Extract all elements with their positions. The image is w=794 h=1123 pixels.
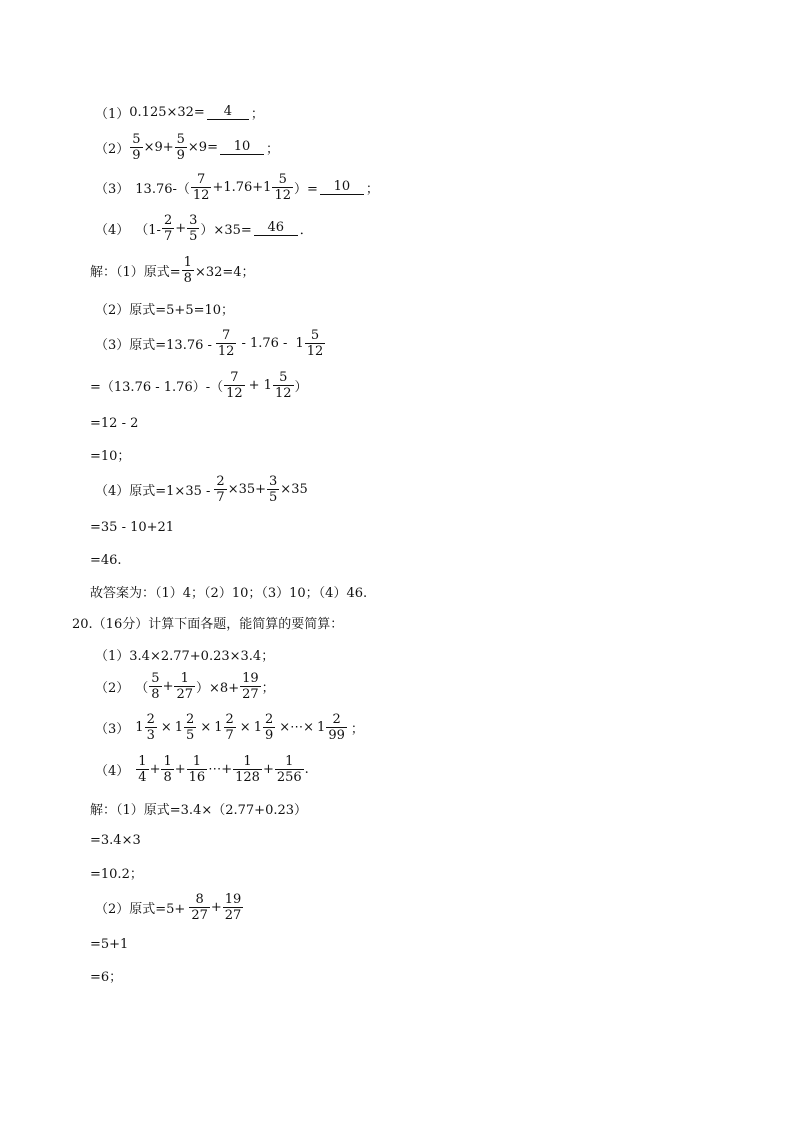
- punctuation: ；: [265, 141, 279, 157]
- solution-text: =10.2；: [90, 866, 143, 882]
- numerator: 2: [216, 473, 225, 489]
- fraction: [233, 755, 262, 784]
- item-label: （4）: [95, 222, 130, 238]
- fraction: [263, 713, 275, 742]
- denominator: 27: [242, 686, 259, 702]
- q19-item-1: [95, 95, 264, 129]
- q19-solution-4-step2: [90, 510, 174, 544]
- operator: ⋯+: [208, 761, 233, 777]
- denominator: 256: [276, 769, 302, 785]
- denominator: 99: [328, 727, 345, 743]
- fraction: [216, 329, 237, 358]
- fraction: [187, 214, 199, 243]
- expression: +: [175, 220, 187, 236]
- q20-solution-2: [95, 890, 244, 924]
- expression: ）×35=: [200, 222, 252, 238]
- solution-text: ×35: [280, 481, 308, 497]
- expression: 13.76-（: [135, 181, 190, 197]
- numerator: 1: [138, 753, 147, 769]
- denominator: 27: [176, 686, 194, 702]
- q19-solution-3-step3: [90, 406, 138, 440]
- fraction: [175, 133, 187, 162]
- numerator: 7: [230, 369, 239, 385]
- denominator: 5: [186, 727, 195, 743]
- denominator: 5: [189, 228, 198, 244]
- expression: ）×8+: [196, 680, 240, 696]
- whole-part: 1: [174, 719, 184, 735]
- solution-text: +: [210, 899, 222, 915]
- denominator: 9: [132, 147, 141, 163]
- fraction: [224, 371, 245, 400]
- whole-part: 1: [253, 719, 262, 735]
- denominator: 7: [163, 228, 173, 244]
- fraction: [214, 475, 226, 504]
- denominator: 12: [226, 385, 243, 401]
- q19-solution-3: [95, 326, 326, 360]
- denominator: 8: [151, 686, 160, 702]
- q19-solution-4: [95, 472, 308, 506]
- numerator: 1: [163, 753, 172, 769]
- expression: ）=: [294, 181, 318, 197]
- fraction: [267, 475, 279, 504]
- solution-text: ）: [294, 379, 308, 395]
- solution-text: =12 - 2: [90, 415, 139, 431]
- solution-text: =35 - 10+21: [90, 519, 175, 535]
- solution-text: ×32=4；: [194, 264, 255, 280]
- numerator: 3: [189, 212, 198, 228]
- q20-item-2: [95, 669, 275, 703]
- fraction: [305, 329, 326, 358]
- mixed-number: [175, 713, 198, 742]
- fraction: [149, 672, 161, 701]
- solution-text: =6；: [90, 969, 123, 985]
- operator: ；: [350, 721, 364, 737]
- solution-text: （4）原式=1×35 -: [95, 483, 211, 499]
- denominator: 12: [274, 385, 292, 401]
- fraction: [326, 713, 347, 742]
- fraction: [275, 755, 304, 784]
- numerator: 19: [242, 670, 259, 686]
- numerator: 5: [176, 131, 185, 147]
- operator: .: [304, 761, 309, 777]
- q19-solution-1: [90, 253, 255, 287]
- denominator: 9: [176, 147, 185, 163]
- item-label: （3）: [95, 721, 130, 737]
- punctuation: ；: [365, 181, 379, 197]
- q19-answer-summary: [90, 574, 367, 608]
- fraction: [174, 672, 195, 701]
- expression: （1-: [135, 222, 161, 238]
- mixed-number-product: [135, 713, 367, 742]
- expression: 0.125×32=: [129, 104, 205, 120]
- numerator: 2: [186, 711, 195, 727]
- fraction: [136, 755, 148, 784]
- mixed-number: [254, 713, 277, 742]
- whole-part: 1: [317, 719, 326, 735]
- q20-solution-1: [90, 791, 307, 825]
- expression: ×9+: [143, 139, 174, 155]
- answer-blank: 10: [320, 180, 364, 195]
- solution-text: ×35+: [227, 481, 267, 497]
- solution-text: （2）原式=5+5=10；: [95, 302, 235, 318]
- solution-text: - 1.76 -: [241, 335, 288, 351]
- q20-item-3: [95, 710, 367, 744]
- q20-solution-2-step2: [90, 927, 128, 961]
- numerator: 1: [183, 254, 192, 270]
- fraction: [161, 755, 173, 784]
- mixed-number: [291, 329, 326, 358]
- solution-text: + 1: [248, 377, 272, 393]
- punctuation: ．: [299, 222, 313, 238]
- fraction: [182, 256, 194, 285]
- mixed-number: [317, 713, 348, 742]
- solution-text: （2）原式=5+: [95, 901, 186, 917]
- q19-solution-4-step3: [90, 543, 122, 577]
- expression: （: [135, 680, 149, 696]
- q19-item-2: [95, 130, 279, 164]
- denominator: 12: [192, 187, 210, 203]
- solution-text: 解：（1）原式=3.4×（2.77+0.23）: [90, 802, 308, 818]
- item-label: （2）: [95, 141, 130, 157]
- numerator: 5: [279, 369, 288, 385]
- fraction: [223, 893, 244, 922]
- fraction: [145, 713, 157, 742]
- numerator: 2: [225, 711, 234, 727]
- q19-item-4: [95, 211, 313, 245]
- numerator: 8: [195, 891, 204, 907]
- solution-text: （3）原式=13.76 -: [95, 337, 212, 353]
- solution-text: 故答案为：（1）4；（2）10；（3）10；（4）46.: [90, 585, 368, 601]
- fraction: [272, 173, 293, 202]
- whole-part: 1: [295, 335, 304, 351]
- q20-solution-1-step2: [90, 823, 141, 857]
- item-label: （2）: [95, 680, 130, 696]
- expression: ×9=: [187, 139, 218, 155]
- item-label: （3）: [95, 181, 130, 197]
- denominator: 27: [191, 907, 208, 923]
- numerator: 5: [151, 670, 160, 686]
- item-label: （1）: [95, 106, 130, 122]
- numerator: 3: [269, 473, 278, 489]
- numerator: 5: [278, 171, 287, 187]
- denominator: 128: [235, 769, 260, 785]
- numerator: 2: [146, 711, 155, 727]
- q20-solution-1-step3: [90, 855, 143, 889]
- fraction: [224, 713, 236, 742]
- q20-item-4: [95, 752, 309, 786]
- numerator: 7: [197, 171, 206, 187]
- fraction: [187, 755, 208, 784]
- operator: ×⋯×: [279, 719, 315, 735]
- operator: ×: [160, 719, 172, 735]
- fraction: [189, 893, 210, 922]
- solution-text: =10；: [90, 448, 131, 464]
- q20-item-1: [95, 637, 274, 671]
- solution-text: =（13.76 - 1.76）-（: [90, 379, 224, 395]
- denominator: 16: [188, 769, 206, 785]
- numerator: 7: [222, 327, 231, 343]
- solution-text: =46.: [90, 552, 122, 568]
- solution-text: =5+1: [90, 936, 129, 952]
- numerator: 2: [332, 711, 341, 727]
- denominator: 7: [225, 727, 234, 743]
- numerator: 5: [132, 131, 141, 147]
- fraction: [162, 214, 174, 243]
- denominator: 4: [138, 769, 147, 785]
- solution-text: 解：（1）原式=: [90, 264, 181, 280]
- item-label: （4）: [95, 763, 130, 779]
- numerator: 1: [243, 753, 252, 769]
- denominator: 9: [264, 727, 274, 743]
- numerator: 1: [285, 753, 294, 769]
- operator: +: [174, 761, 186, 777]
- operator: ×: [200, 719, 212, 735]
- fraction: [184, 713, 196, 742]
- numerator: 5: [310, 327, 320, 343]
- denominator: 27: [224, 907, 242, 923]
- denominator: 3: [146, 727, 155, 743]
- q20-solution-2-step3: [90, 958, 122, 992]
- q19-solution-3-step2: [90, 368, 308, 402]
- fraction-sum: [135, 755, 309, 784]
- denominator: 8: [163, 769, 172, 785]
- denominator: 8: [183, 270, 192, 286]
- q19-solution-2: [95, 291, 234, 325]
- numerator: 2: [264, 711, 274, 727]
- fraction: [240, 672, 261, 701]
- mixed-number: [214, 713, 237, 742]
- fraction: [273, 371, 294, 400]
- whole-part: 1: [135, 719, 144, 735]
- fraction: [191, 173, 212, 202]
- denominator: 12: [217, 343, 235, 359]
- q19-solution-3-step4: [90, 437, 130, 471]
- operator: ×: [239, 719, 251, 735]
- operator: +: [262, 761, 274, 777]
- numerator: 1: [192, 753, 202, 769]
- operator: +: [149, 761, 161, 777]
- punctuation: ；: [250, 106, 264, 122]
- solution-text: =3.4×3: [90, 832, 141, 848]
- answer-blank: 4: [207, 105, 249, 120]
- denominator: 12: [274, 187, 291, 203]
- punctuation: ；: [261, 680, 275, 696]
- denominator: 7: [216, 489, 225, 505]
- mixed-number: [135, 713, 158, 742]
- numerator: 1: [180, 670, 189, 686]
- denominator: 5: [269, 489, 278, 505]
- expression: （1）3.4×2.77+0.23×3.4；: [95, 648, 275, 664]
- numerator: 19: [224, 891, 242, 907]
- q19-item-3: [95, 170, 379, 204]
- expression: +1.76+1: [212, 179, 272, 195]
- question-title: 20.（16分）计算下面各题，能简算的要简算：: [72, 616, 344, 632]
- denominator: 12: [306, 343, 324, 359]
- fraction: [130, 133, 142, 162]
- expression: +: [162, 678, 174, 694]
- q20-title: [72, 605, 343, 639]
- answer-blank: 46: [254, 221, 298, 236]
- whole-part: 1: [214, 719, 223, 735]
- answer-blank: 10: [220, 140, 264, 155]
- numerator: 2: [163, 212, 173, 228]
